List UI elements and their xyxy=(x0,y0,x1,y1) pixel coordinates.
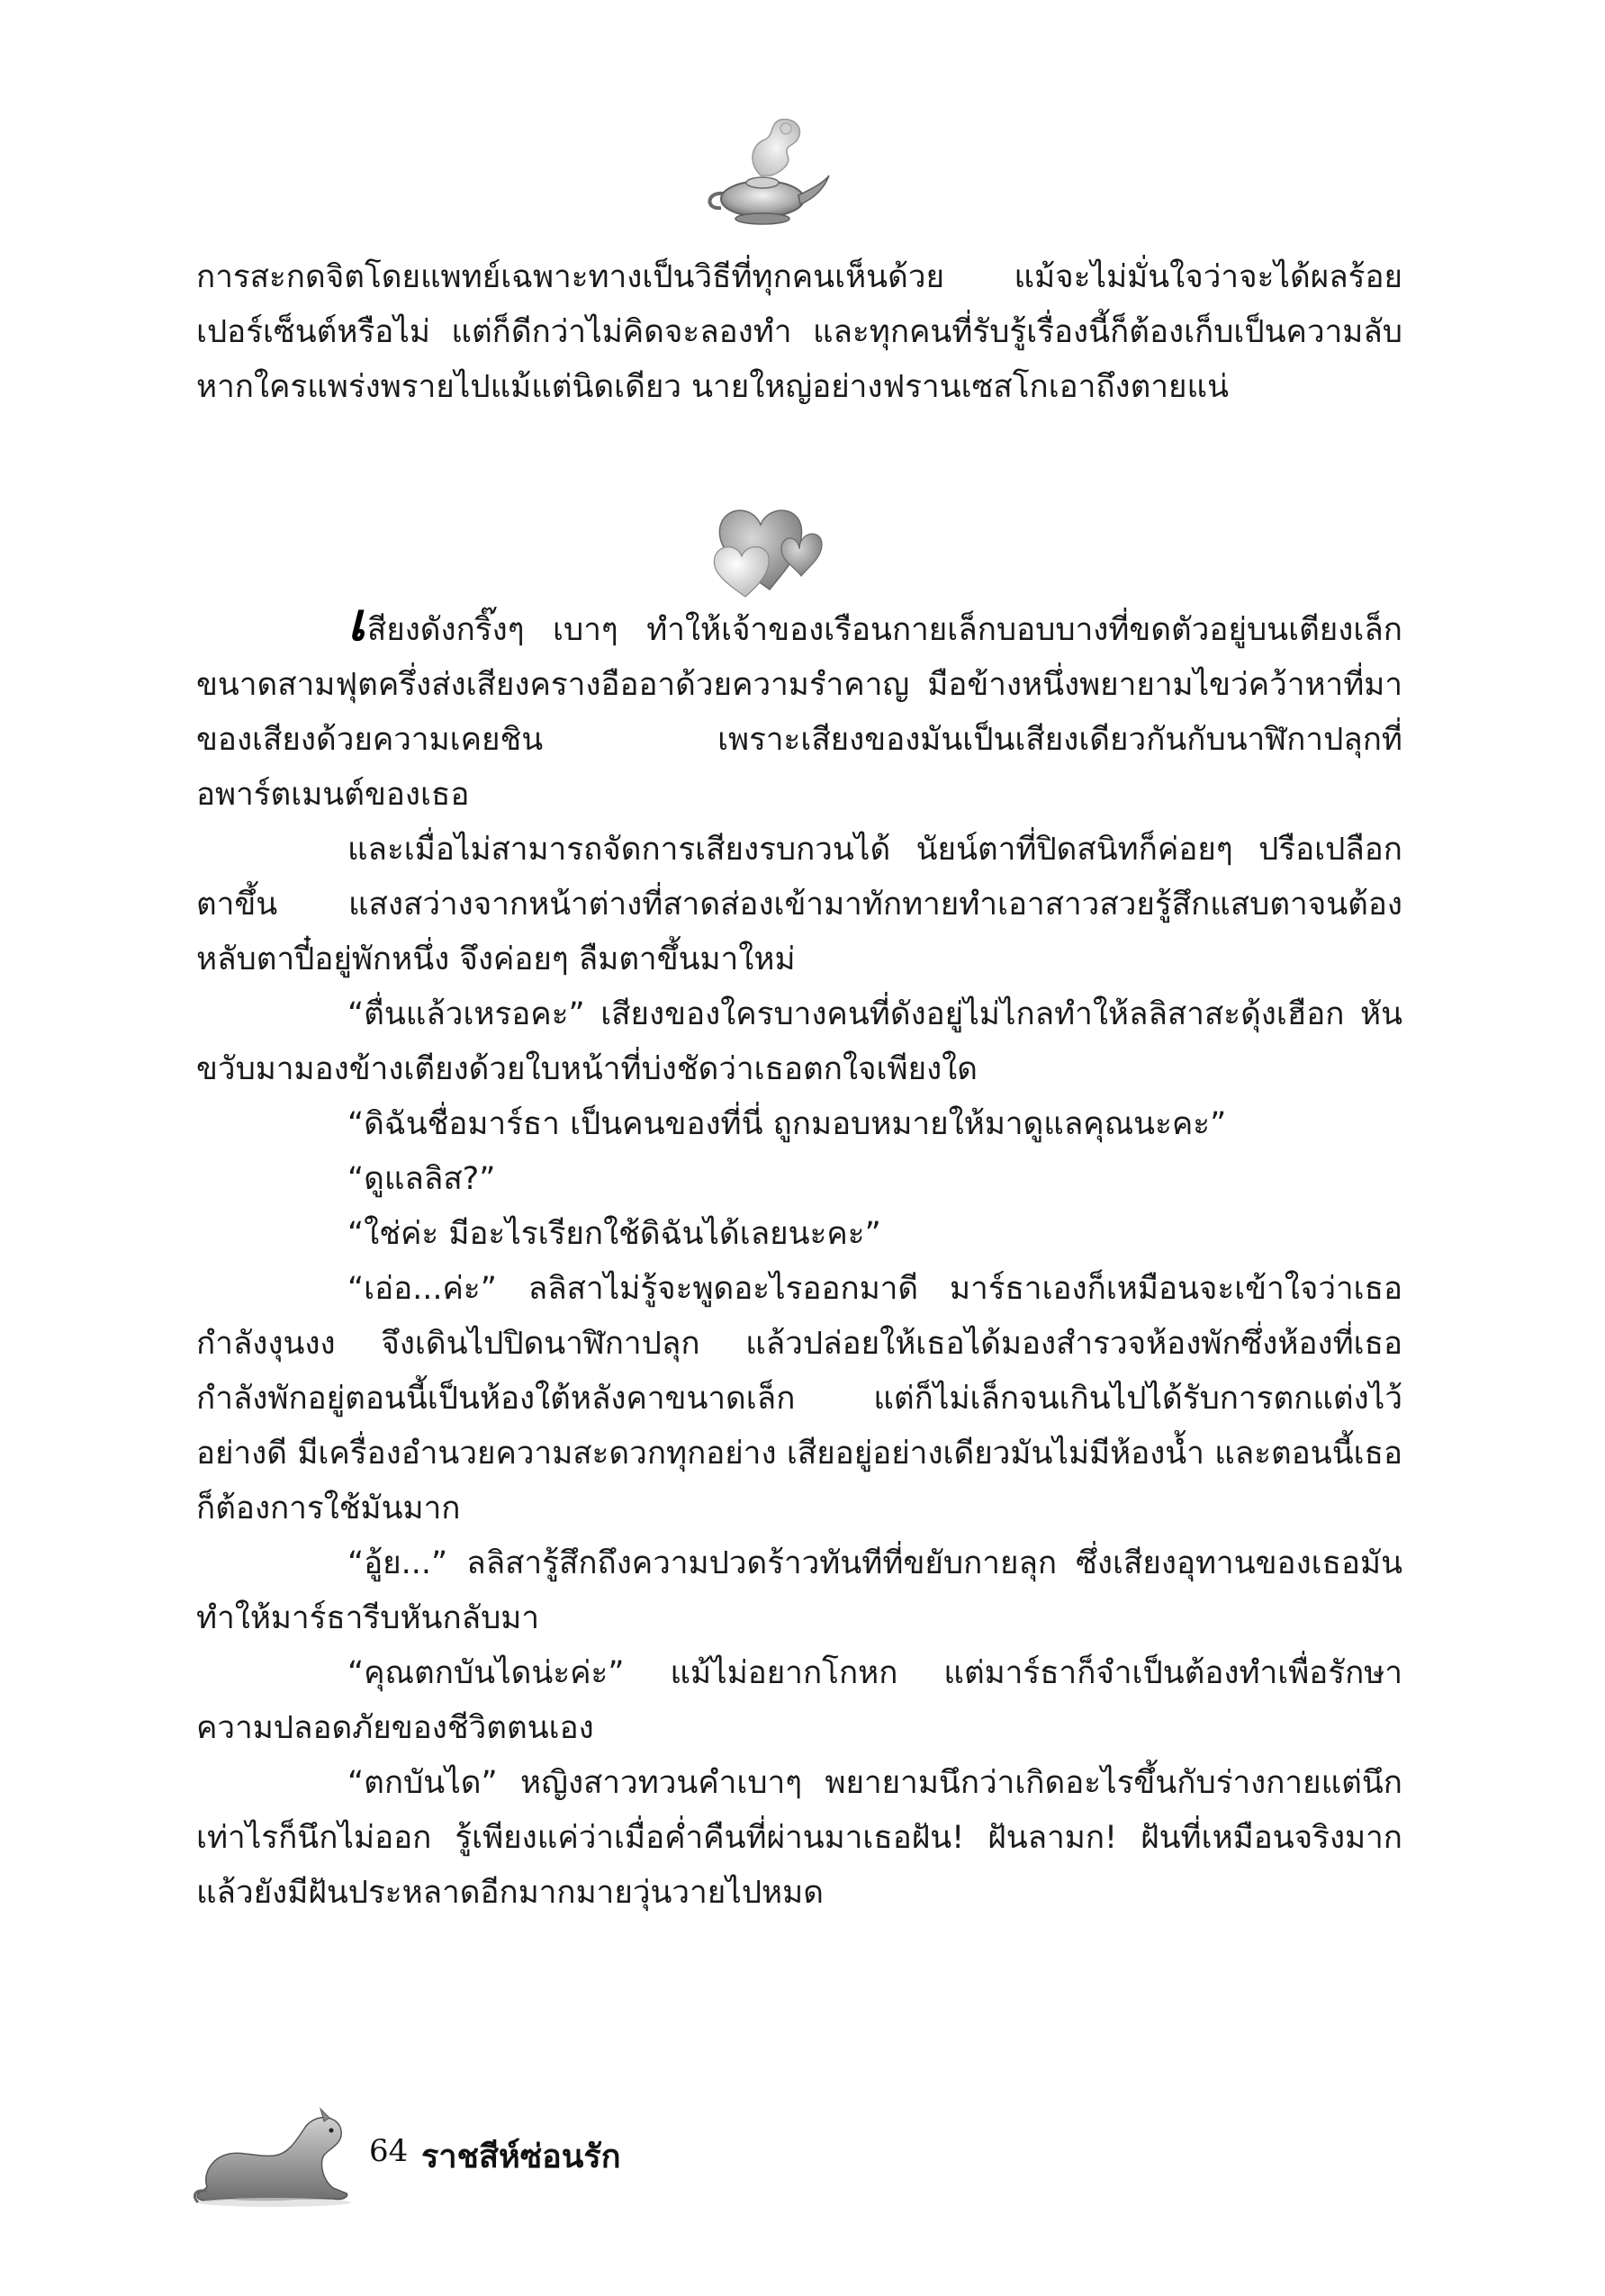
paragraph: และเมื่อไม่สามารถจัดการเสียงรบกวนได้ นัยน์ตาที่ปิดสนิทก็ค่อยๆ ปรือเปลือกตาขึ้น แสงสว่างจากหน้าต่างที่สาดส่องเข้ามาทักทายทำเอาสาวสวยรู้สึกแสบตาจนต้องหลับตาปี๋อยู่พักหนึ่ง จึงค่อยๆ ลืมตาขึ้นมาใหม่ xyxy=(196,832,1402,977)
paragraph: “เอ่อ...ค่ะ” ลลิสาไม่รู้จะพูดอะไรออกมาดี มาร์ธาเองก็เหมือนจะเข้าใจว่าเธอกำลังงุนงง จึงเดินไปปิดนาฬิกาปลุก แล้วปล่อยให้เธอได้มองสำรวจห้องพักซึ่งห้องที่เธอกำลังพักอยู่ตอนนี้เป็นห้องใต้หลังคาขนาดเล็ก แต่ก็ไม่เล็กจนเกินไปได้รับการตกแต่งไว้อย่างดี มีเครื่องอำนวยความสะดวกทุกอย่าง เสียอยู่อย่างเดียวมันไม่มีห้องน้ำ และตอนนี้เธอก็ต้องการใช้มันมาก xyxy=(196,1271,1402,1526)
section-1 xyxy=(196,250,1402,415)
lioness-icon xyxy=(189,2102,360,2210)
page-number: 64 xyxy=(369,2133,409,2169)
paragraph: “คุณตกบันไดน่ะค่ะ” แม้ไม่อยากโกหก แต่มาร์ธาก็จำเป็นต้องทำเพื่อรักษาความปลอดภัยของชีวิตตนเอง xyxy=(196,1655,1402,1746)
page-footer xyxy=(189,2102,819,2210)
hearts-icon xyxy=(702,500,837,603)
paragraph: “อู้ย...” ลลิสารู้สึกถึงความปวดร้าวทันทีที่ขยับกายลุก ซึ่งเสียงอุทานของเธอมันทำให้มาร์ธารีบหันกลับมา xyxy=(196,1545,1402,1636)
paragraph: “ดิฉันชื่อมาร์ธา เป็นคนของที่นี่ ถูกมอบหมายให้มาดูแลคุณนะคะ” xyxy=(347,1106,1227,1142)
drop-cap: เ xyxy=(347,591,365,653)
genie-lamp-icon xyxy=(698,113,833,230)
paragraph: การสะกดจิตโดยแพทย์เฉพาะทางเป็นวิธีที่ทุกคนเห็นด้วย แม้จะไม่มั่นใจว่าจะได้ผลร้อยเปอร์เซ็นต์หรือไม่ แต่ก็ดีกว่าไม่คิดจะลองทำ และทุกคนที่รับรู้เรื่องนี้ก็ต้องเก็บเป็นความลับ หากใครแพร่งพรายไปแม้แต่นิดเดียว นายใหญ่อย่างฟรานเซสโกเอาถึงตายแน่ xyxy=(196,259,1402,405)
book-title: ราชสีห์ซ่อนรัก xyxy=(421,2138,621,2175)
first-paragraph-text: สียงดังกริ๊งๆ เบาๆ ทำให้เจ้าของเรือนกายเล็กบอบบางที่ขดตัวอยู่บนเตียงเล็กขนาดสามฟุตครึ่งส่งเสียงครางอืออาด้วยความรำคาญ มือข้างหนึ่งพยายามไขว่คว้าหาที่มาของเสียงด้วยความเคยชิน เพราะเสียงของมันเป็นเสียงเดียวกันกับนาฬิกาปลุกที่อพาร์ตเมนต์ของเธอ xyxy=(196,612,1402,813)
paragraph: “ใช่ค่ะ มีอะไรเรียกใช้ดิฉันได้เลยนะคะ” xyxy=(347,1216,881,1252)
paragraph: “ตกบันได” หญิงสาวทวนคำเบาๆ พยายามนึกว่าเกิดอะไรขึ้นกับร่างกายแต่นึกเท่าไรก็นึกไม่ออก รู้เพียงแค่ว่าเมื่อค่ำคืนที่ผ่านมาเธอฝัน! ฝันลามก! ฝันที่เหมือนจริงมาก แล้วยังมีฝันประหลาดอีกมากมายวุ่นวายไปหมด xyxy=(196,1765,1402,1911)
paragraph: “ดูแลลิส?” xyxy=(347,1161,496,1197)
section-2 xyxy=(196,591,1402,1921)
paragraph: “ตื่นแล้วเหรอคะ” เสียงของใครบางคนที่ดังอยู่ไม่ไกลทำให้ลลิสาสะดุ้งเฮือก หันขวับมามองข้างเตียงด้วยใบหน้าที่บ่งชัดว่าเธอตกใจเพียงใด xyxy=(196,996,1402,1087)
paragraph-first xyxy=(196,591,1402,823)
